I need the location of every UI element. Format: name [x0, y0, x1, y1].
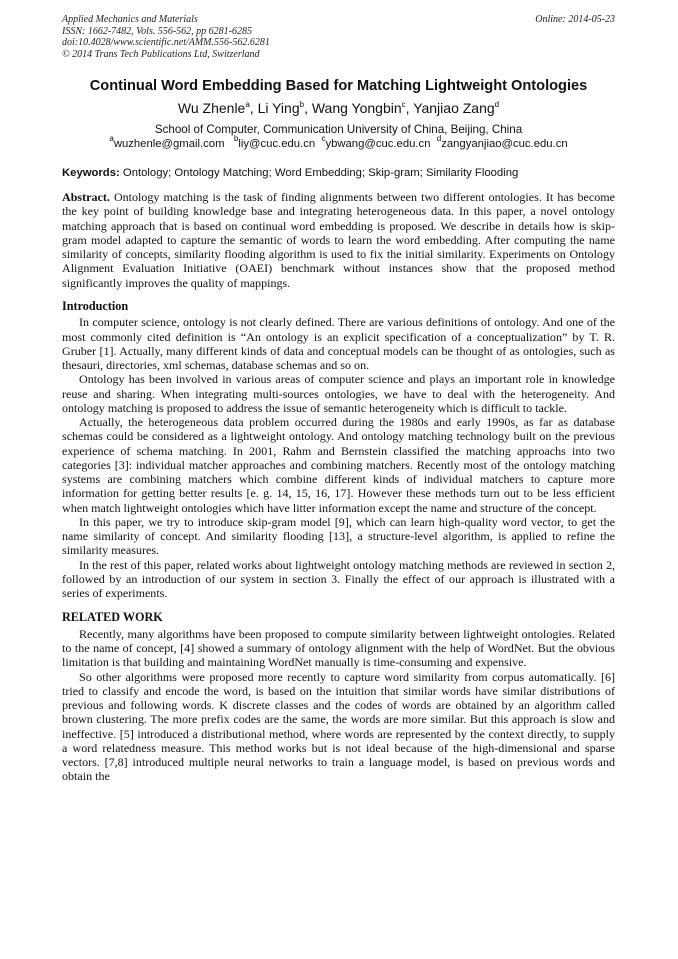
affiliation: School of Computer, Communication University of China, Beijing, China [154, 123, 523, 136]
copyright-line: © 2014 Trans Tech Publications Ltd, Switzerland [62, 48, 260, 60]
paragraph: In this paper, we try to introduce skip-gram model [9], which can learn high-quality word vector, to get the name similarity of concept. And similarity flooding [13], a structure-level algorithm, is applied to refine the similarity measures. [62, 514, 615, 558]
online-date: Online: 2014-05-23 [535, 14, 615, 25]
author-list [62, 99, 615, 117]
paragraph: In computer science, ontology is not clearly defined. There are various definitions of ontology. And one of the most commonly cited definition is “An ontology is an explicit specification of a conceptualization” by T. R. Gruber [1]. Actually, many different kinds of data and conceptual models can be thought of as ontologies, such as thesauri, directories, xml schemas, database schemas and so on. [62, 315, 615, 372]
section-heading: RELATED WORK [62, 610, 163, 625]
email-list [62, 134, 615, 152]
doi-line: doi:10.4028/www.scientific.net/AMM.556-562.6281 [62, 37, 270, 48]
abstract [62, 190, 615, 290]
paper-page [62, 14, 615, 784]
paragraph: Recently, many algorithms have been proposed to compute similarity between lightweight ontologies. Related to the name of concept, [4] showed a summary of ontology alignment with the help of WordNet. But the obvious limitation is that building and maintaining WordNet manually is time-consuming and expensive. [62, 626, 615, 670]
section-introduction [62, 299, 615, 601]
email: $^a$wuzhenle@gmail.com [109, 134, 225, 150]
journal-name: Applied Mechanics and Materials [62, 14, 198, 25]
author: Yanjiao Zang$^d$ [413, 100, 500, 116]
paper-title: Continual Word Embedding Based for Matching Lightweight Ontologies [89, 78, 588, 94]
keywords-text: Ontology; Ontology Matching; Word Embedding; Skip-gram; Similarity Flooding [119, 167, 519, 179]
email: $^c$ybwang@cuc.edu.cn [321, 134, 431, 150]
author: Wu Zhenle$^a$, [177, 100, 258, 116]
email: $^d$zangyanjiao@cuc.edu.cn [436, 134, 568, 150]
paragraph: Actually, the heterogeneous data problem occurred during the 1980s and early 1990s, as far as database schemas could be considered as a lightweight ontology. And ontology matching technology built on the previous experience of schema matching. In 2001, Rahm and Bernstein classified the matching approachs into two categories [3]: individual matcher approaches and combining matchers. Recently most of the ontology matching systems are combining matchers which combine different kinds of individual matchers to capture more information for getting better results [e. g. 14, 15, 16, 17]. However these methods turn out to be less efficient when match lightweight ontologies which have litter information except the name and structure of the concept. [62, 415, 615, 515]
keywords-label: Keywords: [62, 167, 120, 179]
issn-line: ISSN: 1662-7482, Vols. 556-562, pp 6281-6285 [62, 25, 252, 37]
abstract-label: Abstract. [62, 190, 110, 204]
abstract-text: Ontology matching is the task of finding alignments between two different ontologies. It has become the key point of building knowledge base and integrating heterogeneous data. In this paper, a novel ontology matching approach that is based on continual word embedding is proposed. We describe in details how is skip-gram model adapted to capture the semantic of words to learn the word embedding. After computing the name similarity of concepts, similarity flooding algorithm is used to fix the initial similarity. Experiments on Ontology Alignment Evaluation Initiative (OAEI) benchmark without instances show that the proposed method significantly improves the quality of mappings. [62, 190, 615, 290]
keywords [62, 166, 615, 181]
section-heading: Introduction [62, 298, 129, 313]
paragraph: So other algorithms were proposed more recently to capture word similarity from corpus automatically. [6] tried to classify and encode the word, is based on the intuition that similar words have similar distributions of previous and following words. K discrete classes and the codes of words are obtained by an algorithm called brown clustering. The more prefix codes are the same, the words are more similar. But this approach is slow and ineffective. [5] introduced a distributional method, where words are represented by the context directly, to supply a word relatedness measure. This method works but is not ideal because of the high-dimensional and sparse vectors. [7,8] introduced multiple neural networks to train a language model, is based on previous words and obtain the [62, 669, 615, 784]
email: $^b$liy@cuc.edu.cn [233, 134, 316, 150]
journal-header [62, 14, 615, 60]
paragraph: Ontology has been involved in various areas of computer science and plays an important role in knowledge reuse and sharing. When integrating multi-sources ontologies, we have to deal with the heterogeneity. And ontology matching is proposed to address the issue of semantic heterogeneity which is difficult to tackle. [62, 372, 615, 415]
section-related-work [62, 610, 615, 783]
author: Wang Yongbin$^c$, [311, 100, 414, 116]
paragraph: In the rest of this paper, related works about lightweight ontology matching methods are reviewed in section 2, followed by an introduction of our system in section 3. Finally the effect of our approach is illustrated with a series of experiments. [62, 557, 615, 600]
author: Li Ying$^b$, [257, 100, 312, 116]
